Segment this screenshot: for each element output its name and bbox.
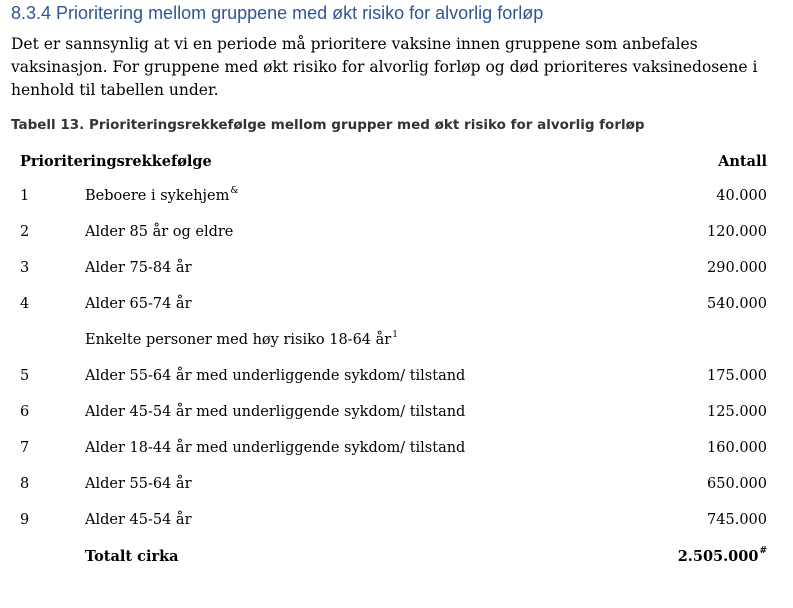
table-row — [20, 288, 767, 324]
row-count: 160.000 — [707, 440, 767, 456]
row-count: 120.000 — [707, 224, 767, 240]
header-count: Antall — [718, 153, 767, 170]
row-count: 175.000 — [707, 368, 767, 384]
row-rank: 7 — [20, 440, 30, 456]
row-count: 40.000 — [716, 188, 767, 204]
row-count: 745.000 — [707, 512, 767, 528]
intro-paragraph: Det er sannsynlig at vi en periode må prioritere vaksine innen gruppene som anbefales vaksinasjon. For gruppene med økt risiko for alvorlig forløp og død prioriteres vaksinedosene i henhold til tabellen under. — [11, 35, 758, 99]
table-row — [20, 504, 767, 540]
row-group: Alder 55-64 år — [85, 476, 192, 492]
row-group: Alder 55-64 år med underliggende sykdom/ tilstand — [85, 368, 466, 384]
row-group: Alder 85 år og eldre — [85, 224, 234, 240]
table-row — [20, 432, 767, 468]
row-group: Beboere i sykehjem& — [85, 186, 239, 204]
table-caption: Tabell 13. Prioriteringsrekkefølge mellom grupper med økt risiko for alvorlig forløp — [11, 117, 645, 133]
priority-table — [20, 145, 767, 576]
row-rank: 2 — [20, 224, 30, 240]
row-rank: 8 — [20, 476, 30, 492]
footnote-marker: & — [230, 186, 239, 196]
row-group: Alder 45-54 år — [85, 512, 192, 528]
table-total-row — [20, 540, 767, 576]
row-count: 290.000 — [707, 260, 767, 276]
table-row — [20, 252, 767, 288]
row-rank: 6 — [20, 404, 30, 420]
row-group: Enkelte personer med høy risiko 18-64 $år^1$ — [85, 330, 398, 348]
row-count: 125.000 — [707, 404, 767, 420]
footnote-marker: 1 — [392, 330, 398, 340]
table-row — [20, 360, 767, 396]
table-row — [20, 468, 767, 504]
total-count: 2.505.000# — [677, 546, 767, 565]
row-rank: 4 — [20, 296, 30, 312]
row-rank: 3 — [20, 260, 30, 276]
row-group: Alder 18-44 år med underliggende sykdom/ tilstand — [85, 440, 466, 456]
table-row — [20, 180, 767, 216]
row-rank: 9 — [20, 512, 30, 528]
row-group: Alder 75-84 år — [85, 260, 192, 276]
row-rank: 5 — [20, 368, 30, 384]
table-row — [20, 396, 767, 432]
row-group: Alder 45-54 år med underliggende sykdom/ tilstand — [85, 404, 466, 420]
row-count: 650.000 — [707, 476, 767, 492]
table-row — [20, 324, 767, 360]
footnote-marker: # — [759, 546, 767, 556]
row-group: Alder 65-74 år — [85, 296, 192, 312]
row-rank: 1 — [20, 188, 30, 204]
header-priority: Prioriteringsrekkefølge — [20, 153, 212, 170]
table-row — [20, 216, 767, 252]
row-count: 540.000 — [707, 296, 767, 312]
section-heading: 8.3.4 Prioritering mellom gruppene med økt risiko for alvorlig forløp — [11, 3, 544, 23]
total-label: Totalt cirka — [85, 548, 179, 565]
table-header-row — [20, 145, 767, 180]
